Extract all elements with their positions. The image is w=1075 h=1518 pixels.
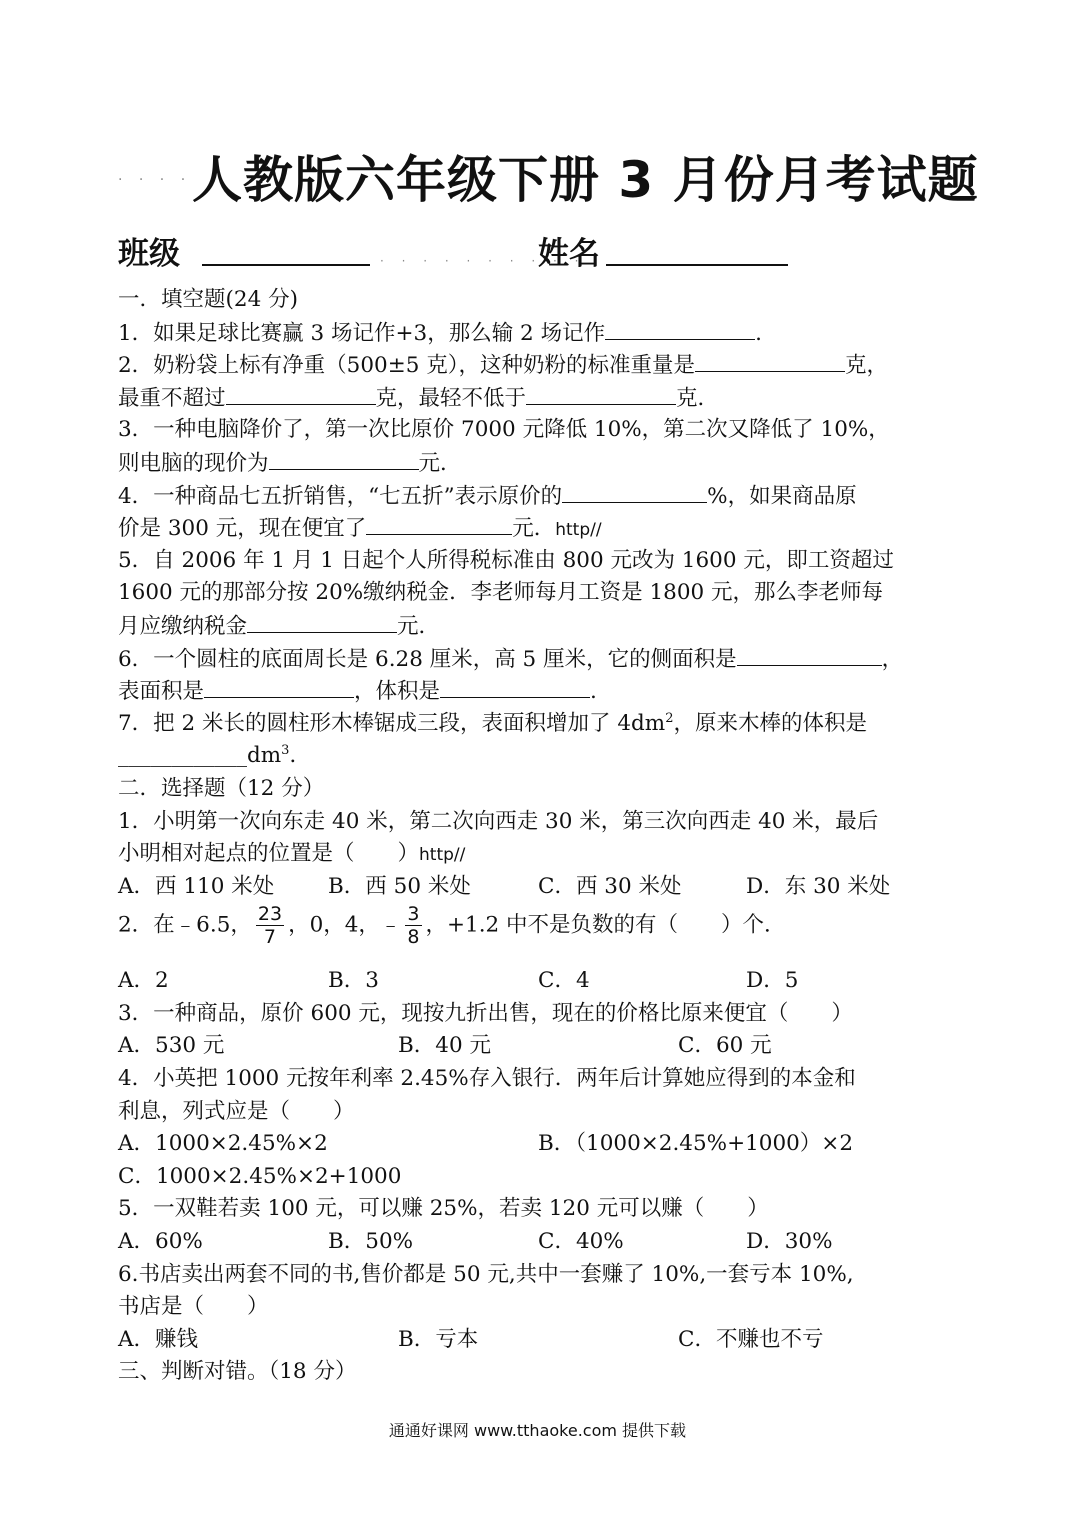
option-c[interactable]: C．西 30 米处 bbox=[538, 873, 682, 899]
s1-q4-line1 bbox=[118, 480, 960, 513]
s2-q5-line1: 5．一双鞋若卖 100 元，可以赚 25%，若卖 120 元可以赚（ ） bbox=[118, 1196, 769, 1222]
s2-q4-options-row2 bbox=[118, 1161, 960, 1194]
option-c[interactable]: C．40% bbox=[538, 1229, 624, 1255]
s2-q6-line2: 书店是（ ） bbox=[118, 1294, 269, 1320]
s2-q1-line2 bbox=[118, 838, 960, 871]
class-blank[interactable] bbox=[202, 264, 370, 266]
s2-q2-text: ，+1.2 中不是负数的有（ ）个． bbox=[425, 912, 786, 938]
s1-q4-text: 元． bbox=[512, 516, 556, 542]
option-b[interactable]: B．40 元 bbox=[398, 1033, 491, 1059]
answer-blank[interactable] bbox=[526, 382, 676, 405]
name-blank[interactable] bbox=[606, 264, 788, 266]
section1-heading: 一．填空题(24 分) bbox=[118, 287, 298, 312]
option-c[interactable]: C．4 bbox=[538, 968, 590, 994]
s1-q1 bbox=[118, 317, 960, 350]
s1-q7-line2 bbox=[118, 740, 960, 773]
option-b[interactable]: B．（1000×2.45%+1000）×2 bbox=[538, 1131, 854, 1157]
page-footer: 通通好课网 www.tthaoke.com 提供下载 bbox=[388, 1421, 687, 1440]
s1-q1-end: . bbox=[755, 320, 762, 346]
answer-blank[interactable] bbox=[204, 675, 354, 698]
fraction-denominator: 8 bbox=[407, 926, 420, 949]
answer-blank[interactable] bbox=[737, 643, 882, 666]
s1-q1-text: 1．如果足球比赛赢 3 场记作+3，那么输 2 场记作 bbox=[118, 320, 606, 346]
answer-blank[interactable] bbox=[440, 675, 590, 698]
option-b[interactable]: B．3 bbox=[328, 968, 379, 994]
s1-q5-line2: 1600 元的那部分按 20%缴纳税金．李老师每月工资是 1800 元，那么李老师每 bbox=[118, 580, 884, 606]
s1-q6-text: 6．一个圆柱的底面周长是 6.28 厘米，高 5 厘米，它的侧面积是 bbox=[118, 646, 737, 672]
answer-blank[interactable] bbox=[226, 382, 376, 405]
s2-q4-options-row1 bbox=[118, 1128, 960, 1161]
s1-q2-text-end: 克， bbox=[845, 353, 889, 379]
student-info-row bbox=[118, 228, 958, 274]
s2-q3-line1: 3．一种商品，原价 600 元，现按九折出售，现在的价格比原来便宜（ ） bbox=[118, 1000, 853, 1026]
option-a[interactable]: A．赚钱 bbox=[118, 1326, 199, 1352]
s2-q2-text: 2．在﹣6.5， bbox=[118, 912, 252, 938]
s1-q3-line1: 3．一种电脑降价了，第一次比原价 7000 元降低 10%，第二次又降低了 10%， bbox=[118, 417, 890, 443]
class-label: 班级 bbox=[118, 236, 180, 272]
answer-blank[interactable] bbox=[605, 317, 755, 340]
s1-q6-line1 bbox=[118, 643, 960, 676]
s1-q6-line2 bbox=[118, 675, 960, 708]
s1-q6-text: ， bbox=[881, 646, 904, 672]
option-b[interactable]: B．亏本 bbox=[398, 1326, 479, 1352]
fraction-23-7 bbox=[256, 903, 284, 948]
s2-q6-line1: 6.书店卖出两套不同的书,售价都是 50 元,共中一套赚了 10%,一套亏本 10%, bbox=[118, 1261, 854, 1287]
option-a[interactable]: A．60% bbox=[118, 1229, 203, 1255]
option-c[interactable]: C．60 元 bbox=[678, 1033, 772, 1059]
s2-q1-text: 小明相对起点的位置是（ ） bbox=[118, 841, 420, 867]
superscript: 2 bbox=[665, 710, 674, 726]
s1-q7-text: 7．把 2 米长的圆柱形木棒锯成三段，表面积增加了 4dm bbox=[118, 710, 666, 736]
s1-q6-text: 表面积是 bbox=[118, 679, 205, 705]
s1-q7-text: ，原来木棒的体积是 bbox=[673, 710, 867, 736]
s1-q4-text: 价是 300 元，现在便宜了 bbox=[118, 516, 367, 542]
s1-q4-text: %，如果商品原 bbox=[707, 483, 857, 509]
s1-q7-text: ____________dm bbox=[118, 743, 282, 769]
s2-q3-options bbox=[118, 1030, 960, 1063]
s2-q4-line1: 4．小英把 1000 元按年利率 2.45%存入银行．两年后计算她应得到的本金和 bbox=[118, 1066, 856, 1092]
s1-q6-text: . bbox=[590, 679, 597, 705]
s1-q2-text: 最重不超过 bbox=[118, 385, 226, 411]
section3-heading: 三、判断对错。（18 分） bbox=[118, 1359, 357, 1385]
s1-q6-text: ，体积是 bbox=[354, 679, 441, 705]
s1-q5-line1: 5．自 2006 年 1 月 1 日起个人所得税标准由 800 元改为 1600 元，即工资超过 bbox=[118, 547, 894, 573]
answer-blank[interactable] bbox=[366, 512, 512, 535]
s1-q7-line1 bbox=[118, 708, 960, 741]
s2-q1-options bbox=[118, 871, 960, 904]
superscript: 3 bbox=[281, 743, 290, 759]
s1-q2-line2 bbox=[118, 382, 960, 415]
section2-heading: 二．选择题（12 分） bbox=[118, 775, 325, 801]
option-a[interactable]: A．2 bbox=[118, 968, 169, 994]
fraction-denominator: 7 bbox=[263, 926, 277, 949]
option-a[interactable]: A．530 元 bbox=[118, 1033, 225, 1059]
answer-blank[interactable] bbox=[247, 610, 397, 633]
s1-q4-text: 4．一种商品七五折销售，“七五折”表示原价的 bbox=[118, 483, 563, 509]
s1-q5-text: 元． bbox=[397, 613, 441, 639]
option-b[interactable]: B．50% bbox=[328, 1229, 414, 1255]
option-c[interactable]: C．不赚也不亏 bbox=[678, 1326, 824, 1352]
option-c[interactable]: C．1000×2.45%×2+1000 bbox=[118, 1163, 402, 1189]
s1-q3-text: 元． bbox=[418, 450, 462, 476]
watermark-link-text: http// bbox=[555, 520, 602, 541]
fraction-numerator: 23 bbox=[257, 903, 283, 926]
info-dots: · · · · · · · · · · bbox=[380, 254, 586, 268]
watermark-link-text: http// bbox=[419, 845, 466, 866]
fraction-3-8 bbox=[405, 903, 421, 948]
s1-q3-text: 则电脑的现价为 bbox=[118, 450, 269, 476]
s1-q2-text: 克，最轻不低于 bbox=[375, 385, 527, 411]
s2-q6-options bbox=[118, 1324, 960, 1357]
page-title: 人教版六年级下册 3 月份月考试题 bbox=[192, 151, 979, 209]
option-d[interactable]: D．东 30 米处 bbox=[746, 873, 891, 899]
option-b[interactable]: B．西 50 米处 bbox=[328, 873, 471, 899]
fraction-numerator: 3 bbox=[407, 903, 420, 926]
exam-content bbox=[118, 284, 960, 1389]
s1-q2-line1 bbox=[118, 349, 960, 382]
option-a[interactable]: A．1000×2.45%×2 bbox=[118, 1131, 328, 1157]
s1-q5-line3 bbox=[118, 610, 960, 643]
s2-q2-text: ，0，4，﹣ bbox=[288, 912, 402, 938]
option-d[interactable]: D．30% bbox=[746, 1229, 833, 1255]
s2-q2-line bbox=[118, 903, 960, 965]
answer-blank[interactable] bbox=[269, 447, 419, 470]
option-a[interactable]: A．西 110 米处 bbox=[118, 873, 275, 899]
answer-blank[interactable] bbox=[562, 480, 707, 503]
name-label: 姓名 bbox=[538, 236, 600, 272]
title-dots: · · · · bbox=[118, 172, 192, 188]
option-d[interactable]: D．5 bbox=[746, 968, 799, 994]
s1-q3-line2 bbox=[118, 447, 960, 480]
s2-q2-options bbox=[118, 965, 960, 998]
s1-q2-text: 克． bbox=[676, 385, 720, 411]
s1-q7-text: ． bbox=[289, 743, 311, 769]
s1-q4-line2 bbox=[118, 512, 960, 545]
s1-q2-text: 2．奶粉袋上标有净重（500±5 克），这种奶粉的标准重量是 bbox=[118, 353, 695, 379]
s2-q5-options bbox=[118, 1226, 960, 1259]
answer-blank[interactable] bbox=[695, 349, 845, 372]
s2-q4-line2: 利息，列式应是（ ） bbox=[118, 1098, 355, 1124]
s1-q5-text: 月应缴纳税金 bbox=[118, 613, 248, 639]
s2-q1-line1: 1．小明第一次向东走 40 米，第二次向西走 30 米，第三次向西走 40 米，最后 bbox=[118, 808, 879, 834]
